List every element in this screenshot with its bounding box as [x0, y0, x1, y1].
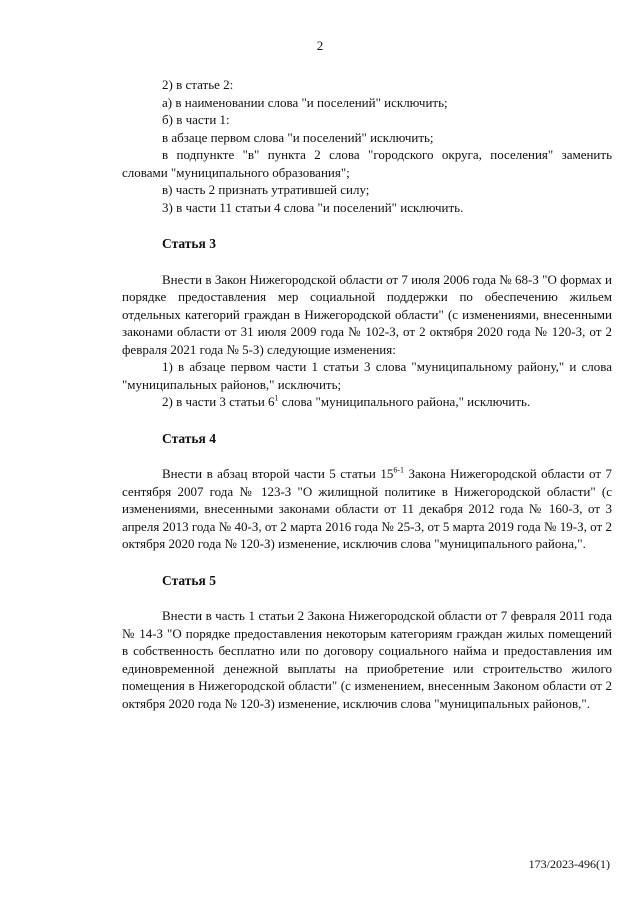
article-3-heading: Статья 3 — [162, 236, 216, 251]
article-5-heading: Статья 5 — [162, 572, 216, 588]
superscript: 6-1 — [393, 465, 405, 475]
article-3-item-2: 2) в части 3 статьи $6^1$ слова "муниципального района," исключить. — [162, 393, 531, 409]
list-item: б) в части 1: — [162, 112, 230, 127]
article-3-item-1: 1) в абзаце первом части 1 статьи 3 слова "муниципальному району," и слова "муниципальных районов," исключить; — [122, 359, 612, 392]
article-4-heading: Статья 4 — [162, 430, 216, 446]
article-4-text: Внести в абзац второй части 5 статьи 15$^{6-1}$ Закона Нижегородской области от 7 сентября 2007 года № 123-З "О жилищной политике в Нижегородской области" (с изменениями, внесенными законами области от 11 декабря 2012 года № 160-З, от 3 апреля 2013 года № 40-З, от 2 марта 2016 года № 25-З, от 5 марта 2019 года № 19-З, от 2 октября 2020 года № 120-З) изменение, исключив слова "муниципального района,". — [122, 465, 612, 551]
list-item: 2) в статье 2: — [162, 77, 234, 92]
superscript: 1 — [274, 393, 279, 403]
document-code: 173/2023-496(1) — [528, 857, 610, 871]
list-item: в абзаце первом слова "и поселений" исключить; — [162, 129, 434, 145]
article-3-intro: Внести в Закон Нижегородской области от 7 июля 2006 года № 68-З "О формах и порядке предоставления мер социальной поддержки по обеспечению жильем отдельных категорий граждан в Нижегородской области" (с изменениями, внесенными законами области от 31 июля 2009 года № 102-З, от 2 октября 2020 года № 120-З, от 2 февраля 2021 года № 5-З) следующие изменения: — [122, 271, 612, 357]
list-item: в подпункте "в" пункта 2 слова "городского округа, поселения" заменить словами "муниципального образования"; — [122, 147, 612, 180]
list-item: в) часть 2 признать утратившей силу; — [162, 182, 370, 197]
article-5-text: Внести в часть 1 статьи 2 Закона Нижегородской области от 7 февраля 2011 года № 14-З "О порядке предоставления некоторым категориям граждан жилых помещений в собственность бесплатно или по договору социального найма и предоставления им единовременной денежной выплаты на приобретение или строительство жилого помещения в Нижегородской области" (с изменением, внесенным Законом области от 2 октября 2020 года № 120-З) изменение, исключив слова "муниципальных районов,". — [122, 608, 612, 711]
list-item: 3) в части 11 статьи 4 слова "и поселений" исключить. — [162, 199, 464, 215]
list-item: а) в наименовании слова "и поселений" исключить; — [162, 94, 448, 110]
document-body — [122, 76, 612, 712]
page-number: 2 — [316, 38, 324, 53]
